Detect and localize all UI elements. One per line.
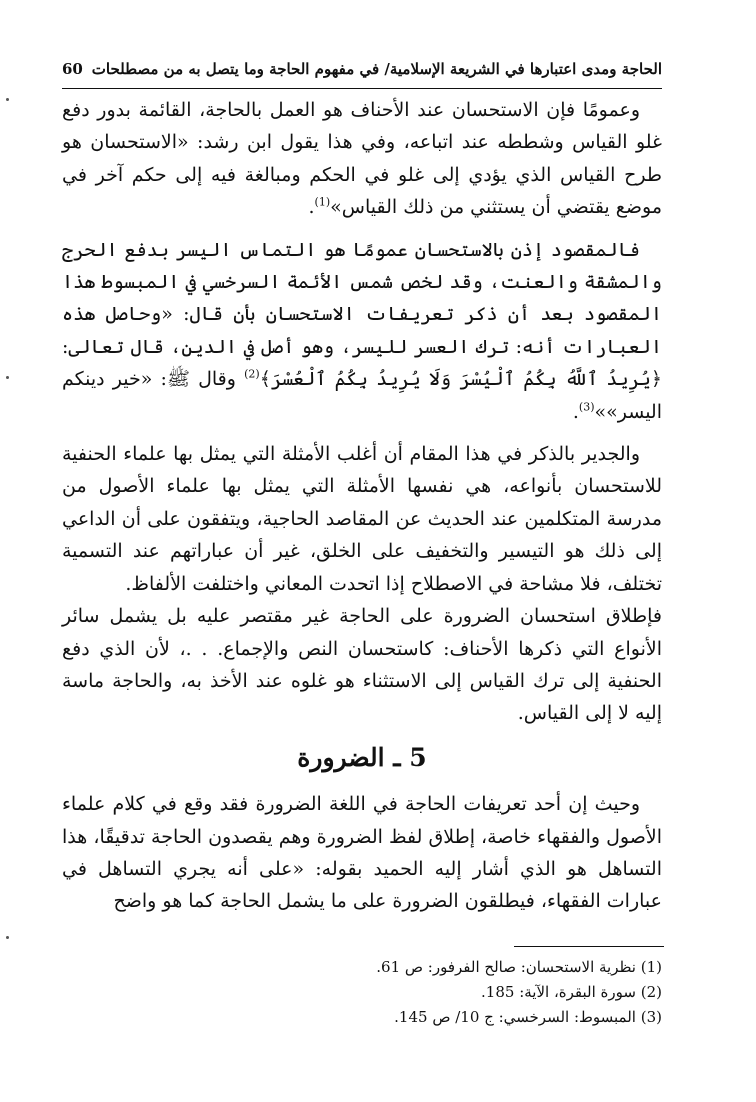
page-number: 60 (62, 60, 83, 78)
scan-mark (6, 98, 9, 101)
running-title: الحاجة ومدى اعتبارها في الشريعة الإسلامية/ في مفهوم الحاجة وما يتصل به من مصطلحات (91, 60, 662, 78)
paragraph: وعمومًا فإن الاستحسان عند الأحناف هو العمل بالحاجة، القائمة بدور دفع غلو القياس وشططه عند اتباعه، وفي هذا يقول ابن رشد: «الاستحسان هو طرح القياس الذي يؤدي إلى غلو في الحكم ومبالغة فيه إلى حكم آخر في موضع يقتضي أن يستثني من ذلك القياس»$^{(1)}$. (62, 99, 662, 219)
footnotes (62, 955, 662, 1030)
section-heading: 5 ـ الضرورة (297, 742, 427, 772)
paragraph: فإطلاق استحسان الضرورة على الحاجة غير مقتصر عليه بل يشمل سائر الأنواع التي ذكرها الأحناف: كاستحسان النص والإجماع. . .، لأن الذي دفع الحنفية إلى ترك القياس إلى الاستثناء هو غلوه عند الأخذ به، والحاجة ماسة إليه لا إلى القياس. (62, 605, 662, 725)
footnote-separator (514, 946, 664, 947)
scan-mark (6, 376, 9, 379)
footnote: (2) سورة البقرة، الآية: 185. (481, 983, 662, 1001)
header-rule (62, 88, 662, 89)
paragraph: وحيث إن أحد تعريفات الحاجة في اللغة الضرورة فقد وقع في كلام علماء الأصول والفقهاء خاصة، إطلاق لفظ الضرورة وهم يقصدون الحاجة تدقيقًا، هذا التساهل هو الذي أشار إليه الحميد بقوله: «على أنه يجري التساهل في عبارات الفقهاء، فيطلقون الضرورة على ما يشمل الحاجة كما هو واضح (62, 793, 662, 913)
running-header (62, 56, 662, 86)
scan-mark (6, 936, 9, 939)
paragraph: فالمقصود إذن بالاستحسان عمومًا هو التماس اليسر بدفع الحرج والمشقة والعنت، وقد لخص شمس الأئمة السرخسي في المبسوط هذا المقصود بعد أن ذكر تعريفات الاستحسان بأن قال: «وحاصل هذه العبارات أنه: ترك العسر لليسر، وهو أصل في الدين، قال تعالى: ﴿يُرِيدُ ٱللَّهُ بِكُمُ ٱلْيُسْرَ وَلَا يُرِيدُ بِكُمُ ٱلْعُسْرَ﴾$^{(2)}$ وقال ﷺ: «خير دينكم اليسر»»$^{(3)}$. (62, 238, 662, 423)
footnote: (3) المبسوط: السرخسي: ج 10/ ص 145. (394, 1008, 662, 1026)
footnote: (1) نظرية الاستحسان: صالح الفرفور: ص 61. (376, 958, 662, 976)
footnote-ref[interactable]: (2) (244, 367, 260, 381)
footnote-ref[interactable]: (3) (578, 400, 595, 414)
paragraph: والجدير بالذكر في هذا المقام أن أغلب الأمثلة التي يمثل بها علماء الحنفية للاستحسان بأنواعه، هي نفسها الأمثلة التي يمثل بها علماء الأصول من مدرسة المتكلمين عند الحديث عن المقاصد الحاجية، ويتفقون على أن الداعي إلى ذلك هو التيسير والتخفيف على الخلق، غير أن عباراتهم عند التسمية تختلف، فلا مشاحة في الاصطلاح إذا اتحدت المعاني واختلفت الألفاظ. (62, 443, 662, 595)
main-text (62, 94, 662, 918)
footnote-ref[interactable]: (1) (314, 195, 331, 209)
